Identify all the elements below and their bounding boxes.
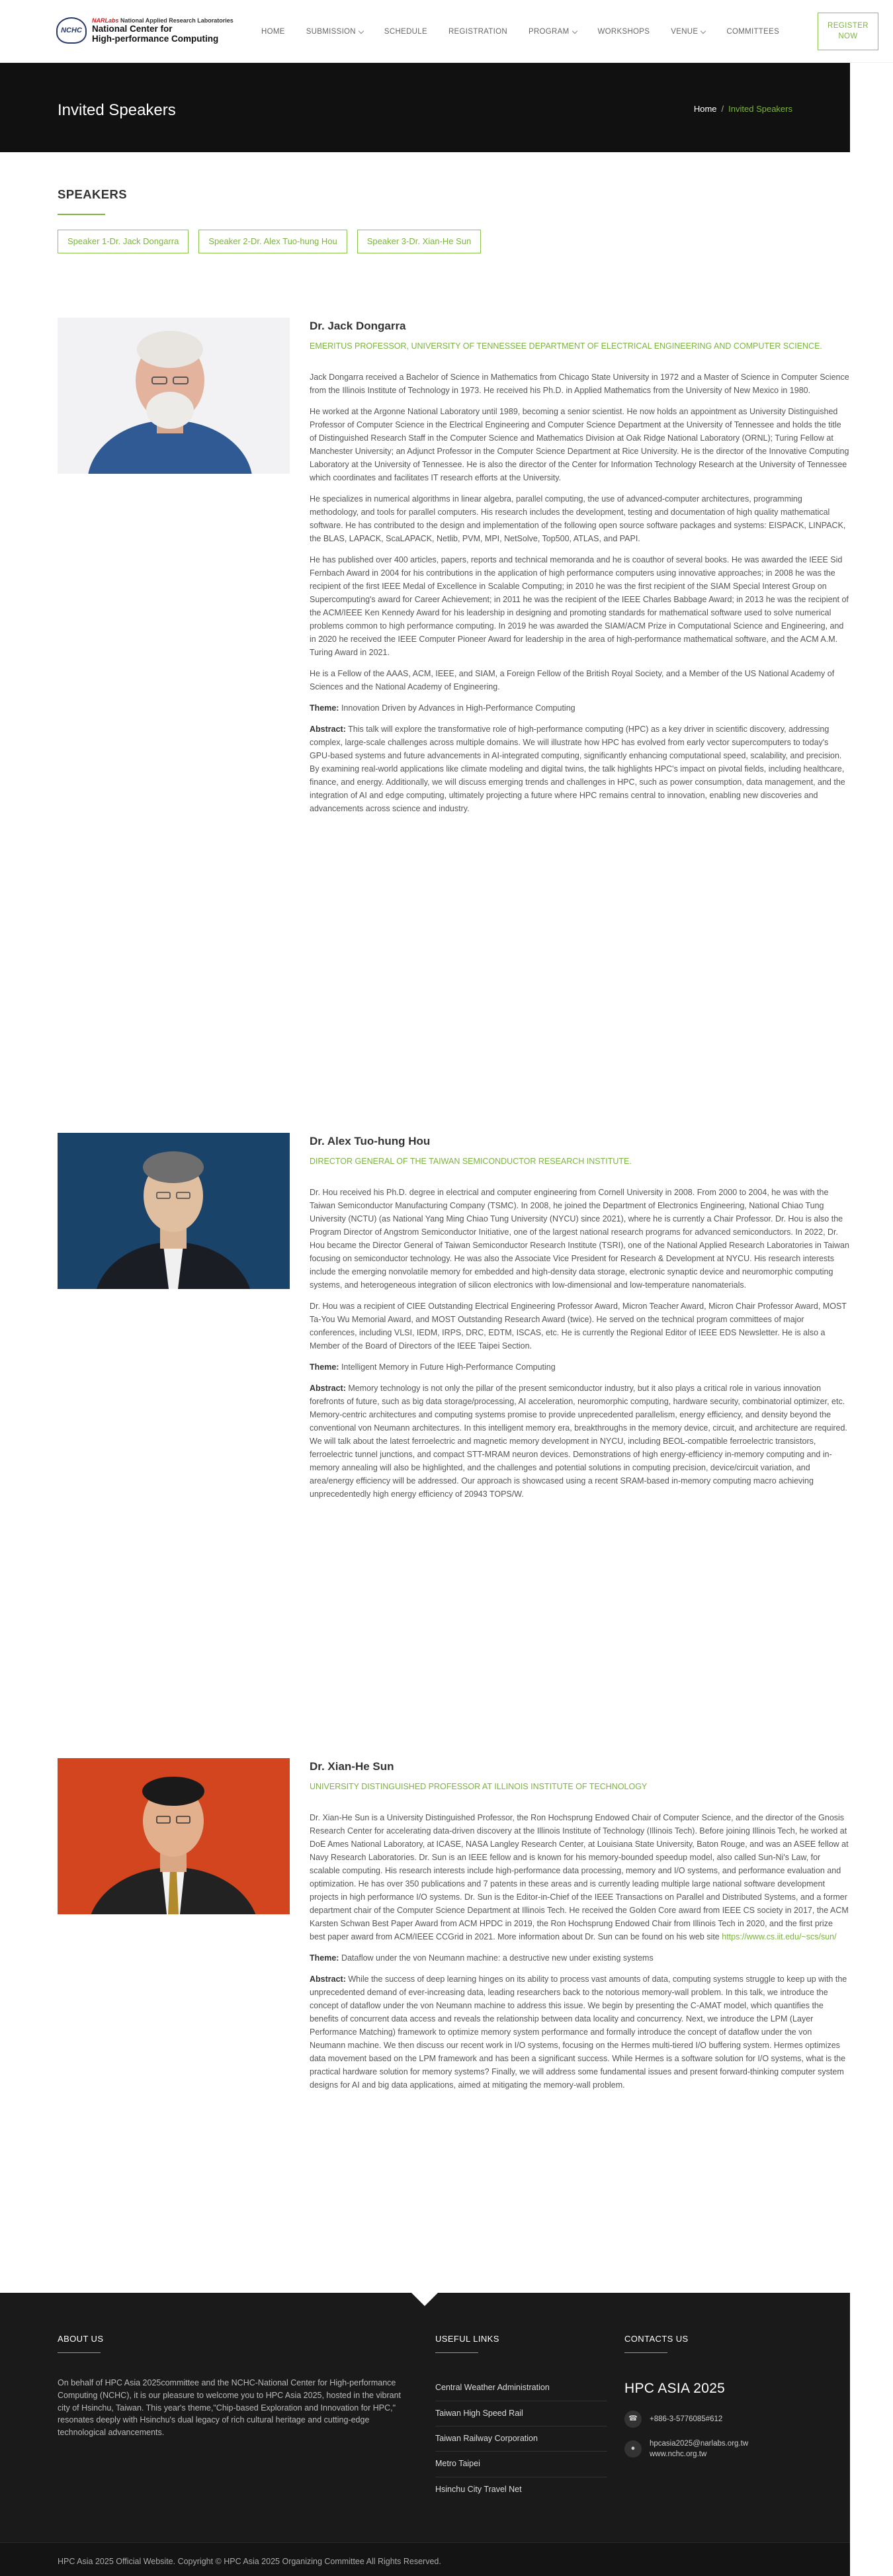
nav-schedule[interactable]: SCHEDULE [384,28,427,36]
speaker-content [310,1133,849,1501]
speaker-theme: Theme: Intelligent Memory in Future High-Performance Computing [310,1362,556,1372]
page-title: Invited Speakers [58,101,176,119]
speaker-content [310,318,849,815]
speaker-name: Dr. Xian-He Sun [310,1760,394,1773]
speaker-theme: Theme: Innovation Driven by Advances in High-Performance Computing [310,703,575,713]
logo-line-2: High-performance Computing [92,34,219,44]
footer-website[interactable]: www.nchc.org.tw [650,2450,707,2458]
main-nav [261,26,779,38]
site-footer [0,2293,850,2576]
page-banner [0,63,850,152]
footer-link[interactable]: Taiwan Railway Corporation [435,2426,607,2452]
register-now-button[interactable]: REGISTER NOW [818,13,878,50]
chevron-down-icon [701,28,706,34]
nav-venue[interactable]: VENUE [671,26,705,38]
nchc-logo-mark: NCHC [56,17,87,44]
speaker-bio-paragraph: Dr. Hou was a recipient of CIEE Outstanding Electrical Engineering Professor Award, Micron Teacher Award, Micron Chair Professor Award, MOST Ta-You Wu Memorial Award, and MOST Outstanding Research Award (twice). He served on the technical program committees of major conferences, including VLSI, IEDM, IRPS, DRC, EDTM, ISCAS, etc. He is currently the Regional Editor of IEEE EDS Newsletter. He is also a Member of the Board of Directors of the IEEE Taipei Section. [310,1301,847,1351]
speaker-website-link[interactable]: https://www.cs.iit.edu/~scs/sun/ [722,1932,837,1941]
footer-about-title: ABOUT US [58,2334,104,2344]
section-title: SPEAKERS [58,187,127,201]
speaker-tabs [58,230,835,253]
speaker-content [310,1758,849,2092]
title-underline [58,214,105,215]
speaker-position: UNIVERSITY DISTINGUISHED PROFESSOR AT ILLINOIS INSTITUTE OF TECHNOLOGY [310,1782,648,1792]
copyright-text: HPC Asia 2025 Official Website. Copyright © HPC Asia 2025 Organizing Committee All Rights Reserved. [58,2557,441,2566]
speaker-theme: Theme: Dataflow under the von Neumann machine: a destructive new under existing systems [310,1953,654,1963]
speaker-bio-paragraph: He worked at the Argonne National Laboratory until 1989, becoming a senior scientist. He now holds an appointment as University Distinguished Professor of Computer Science in the Electrical Engineering and Computer Science Department at the University of Tennessee and holds the title of Distinguished Research Staff in the Computer Science and Mathematics Division at Oak Ridge National Laboratory (ORNL); Turing Fellow at Manchester University; an Adjunct Professor in the Computer Science Department at Rice University. He is the director of the Innovative Computing Laboratory at the University of Tennessee. He is also the director of the Center for Information Technology Research at the University of Tennessee which coordinates and facilitates IT research efforts at the University. [310,406,849,482]
footer-link[interactable]: Taiwan High Speed Rail [435,2401,607,2426]
speaker-portrait-image [58,1758,290,1914]
speakers-section [0,185,893,253]
breadcrumb-current: Invited Speakers [728,104,792,114]
speaker-tab-2[interactable]: Speaker 2-Dr. Alex Tuo-hung Hou [198,230,347,253]
footer-about [58,2332,402,2439]
speaker-position: DIRECTOR GENERAL OF THE TAIWAN SEMICONDUCTOR RESEARCH INSTITUTE. [310,1157,632,1167]
speaker-abstract: Abstract: This talk will explore the transformative role of high-performance computing (HPC) as a key driver in scientific discovery, addressing complex, large-scale challenges across multiple domains. We will illustrate how HPC has evolved from early vector supercomputers to today's GPU-based systems and future advancements in AI-integrated computing, significantly enhancing computational speed, scalability, and precision. By examining real-world applications like climate modeling and digital twins, the talk highlights HPC's impact on pivotal fields, including healthcare, finance, and energy. Additionally, we will discuss emerging trends and challenges in HPC, such as power consumption, data management, and the integration of AI and edge computing, ultimately projecting a future where HPC remains central to innovation, enabling new discoveries and advancements across science and industry. [310,724,845,813]
footer-contact [624,2332,748,2460]
logo-line-1: National Center for [92,24,173,34]
footer-email[interactable]: hpcasia2025@narlabs.org.tw [650,2439,749,2448]
globe-icon: ● [624,2440,642,2458]
footer-links [435,2332,607,2502]
nav-home[interactable]: HOME [261,28,285,36]
site-logo[interactable] [56,17,234,44]
narlabs-logo-text: NARLabs [92,17,119,24]
footer-link[interactable]: Central Weather Administration [435,2376,607,2401]
speaker-abstract: Abstract: While the success of deep learning hinges on its ability to process vast amounts of data, computing systems struggle to keep up with the unprecedented demand of ever-increasing data, leading researchers back to the notorious memory-wall problem. In this talk, we introduce the concept of dataflow under the von Neumann machine to address this issue. We begin by presenting the C-AMAT model, which quantifies the benefits of concurrent data access and reveals the relationship between data locality and concurrency. Next, we introduce the LPM (Layer Performance Matching) framework to optimize memory system performance and formally introduce the concept of dataflow under the von Neumann machine. We then discuss our recent work in I/O systems, focusing on the Hermes multi-tiered I/O buffering system. Hermes optimizes data movement based on the LPM framework and has been a significant success. While Hermes is a software solution for I/O systems, what is the practical hardware solution for memory systems? Finally, we will address some fundamental issues and present forward-thinking computer system designs for AI and big data applications, aimed at mitigating the memory-wall problem. [310,1974,847,2090]
breadcrumb-separator: / [721,104,724,114]
narl-full-name: National Applied Research Laboratories [120,17,234,24]
phone-icon: ☎ [624,2411,642,2428]
site-header [0,0,893,63]
speaker-bio-paragraph: Dr. Xian-He Sun is a University Distinguished Professor, the Ron Hochsprung Endowed Chair of Computer Science, and the director of the Gnosis Research Center for accelerating data-driven discovery at the Illinois Institute of Technology (Illinois Tech). Before joining Illinois Tech, he worked at DoE Ames National Laboratory, at ICASE, NASA Langley Research Center, at Louisiana State University, Baton Rouge, and was an ASEE fellow at Navy Research Laboratories. Dr. Sun is an IEEE fellow and is known for his memory-bounded speedup model, also called Sun-Ni's Law, for scalable computing. His research interests include high-performance data processing, memory and I/O systems, and performance evaluation and optimization. He has over 350 publications and 7 patents in these areas and is currently leading multiple large national software development projects in high performance I/O systems. Dr. Sun is the Editor-in-Chief of the IEEE Transactions on Parallel and Distributed Systems, and a former department chair of the Computer Science Department at Illinois Tech. He received the Golden Core award from IEEE CS society in 2017, the ACM Karsten Schwan Best Paper Award from ACM HPDC in 2019, the Ron Hochsprung Endowed Chair from Illinois Tech in 2020, and the first prize best paper award from ACM/IEEE CCGrid in 2021. More information about Dr. Sun can be found on his web site https://www.cs.iit.edu/~scs/sun/ [310,1812,849,1941]
speaker-name: Dr. Alex Tuo-hung Hou [310,1135,431,1147]
footer-contact-title: CONTACTS US [624,2334,689,2344]
breadcrumb-home[interactable]: Home [693,104,717,114]
speaker-bio-paragraph: He has published over 400 articles, papers, reports and technical memoranda and he is coauthor of several books. He was awarded the IEEE Sid Fernbach Award in 2004 for his contributions in the application of high performance computers using innovative approaches; in 2008 he was the recipient of the first IEEE Medal of Excellence in Scalable Computing; in 2010 he was the first recipient of the SIAM Special Interest Group on Supercomputing's award for Career Achievement; in 2011 he was the recipient of the IEEE Charles Babbage Award; in 2013 he was the recipient of the ACM/IEEE Ken Kennedy Award for his leadership in designing and promoting standards for mathematical software used to solve numerical problems common to high performance computing. In 2019 he was awarded the SIAM/ACM Prize in Computational Science and Engineering, and in 2020 he received the IEEE Computer Pioneer Award for leadership in the area of high-performance mathematical software, and the ACM A.M. Turing Award in 2021. [310,555,849,657]
chevron-down-icon [359,28,364,34]
breadcrumb [694,103,792,116]
speaker-position: EMERITUS PROFESSOR, UNIVERSITY OF TENNESSEE DEPARTMENT OF ELECTRICAL ENGINEERING AND COMPUTER SCIENCE. [310,341,822,351]
speaker-photo [58,318,290,474]
footer-brand: HPC ASIA 2025 [624,2381,726,2397]
speaker-portrait-image [58,1133,290,1289]
nav-registration[interactable]: REGISTRATION [448,28,507,36]
speaker-bio-paragraph: He specializes in numerical algorithms in linear algebra, parallel computing, the use of advanced-computer architectures, programming methodology, and tools for parallel computers. His research includes the development, testing and documentation of high quality mathematical software. He has contributed to the design and implementation of the following open source software packages and systems: EISPACK, LINPACK, the BLAS, LAPACK, ScaLAPACK, Netlib, PVM, MPI, NetSolve, Top500, ATLAS, and PAPI. [310,494,846,543]
speaker-photo [58,1758,290,1914]
speaker-name: Dr. Jack Dongarra [310,320,406,332]
footer-about-text: On behalf of HPC Asia 2025committee and the NCHC-National Center for High-performance Computing (NCHC), it is our pleasure to welcome you to HPC Asia 2025, hosted in the vibrant city of Hsinchu, Taiwan. This year's theme,"Chip-based Exploration and Innovation for HPC," resonates deeply with Hsinchu's dual legacy of rich cultural heritage and cutting-edge technological advancements. [58,2378,401,2438]
footer-link[interactable]: Metro Taipei [435,2452,607,2477]
speaker-photo [58,1133,290,1289]
nav-program[interactable]: PROGRAM [529,26,577,38]
footer-links-title: USEFUL LINKS [435,2334,499,2344]
footer-notch [411,2293,438,2306]
speaker-tab-1[interactable]: Speaker 1-Dr. Jack Dongarra [58,230,189,253]
footer-phone[interactable]: +886-3-5776085#612 [650,2415,723,2423]
chevron-down-icon [572,28,577,34]
speaker-tab-3[interactable]: Speaker 3-Dr. Xian-He Sun [357,230,482,253]
speaker-portrait-image [58,318,290,474]
nav-submission[interactable]: SUBMISSION [306,26,363,38]
speaker-bio-paragraph: He is a Fellow of the AAAS, ACM, IEEE, and SIAM, a Foreign Fellow of the British Royal Society, and a Member of the US National Academy of Sciences and the National Academy of Engineering. [310,668,835,691]
speaker-abstract: Abstract: Memory technology is not only the pillar of the present semiconductor industry, but it also plays a critical role in various innovation forefronts of future, such as big data storage/processing, AI acceleration, neuromorphic computing, hardware security, combinatorial optimizer, etc. Memory-centric architectures and computing systems promise to provide unprecedented parallelism, energy efficiency, and density beyond the conventional von Neumann architectures. In this intelligent memory era, breakthroughs in the memory device, circuit, and architecture are required. We will talk about the latest ferroelectric and magnetic memory development in NYCU, including BEOL-compatible ferroelectric transistors, ferroelectric tunnel junctions, and compact STT-MRAM neuron devices. Demonstrations of high energy-efficiency in-memory computing and in-memory annealing will also be highlighted, and the challenges and potential solutions in computing precision, device/circuit variation, and area/energy efficiency will be addressed. Our approach is showcased using a recent SRAM-based in-memory computing macro achieving unprecedentedly high energy efficiency of 20943 TOPS/W. [310,1383,847,1499]
footer-link[interactable]: Hsinchu City Travel Net [435,2484,522,2494]
speaker-bio-paragraph: Jack Dongarra received a Bachelor of Science in Mathematics from Chicago State University in 1972 and a Master of Science in Computer Science from the Illinois Institute of Technology in 1973. He received his Ph.D. in Applied Mathematics from the University of New Mexico in 1980. [310,372,849,395]
nav-workshops[interactable]: WORKSHOPS [597,28,650,36]
nav-committees[interactable]: COMMITTEES [726,28,780,36]
speaker-bio-paragraph: Dr. Hou received his Ph.D. degree in electrical and computer engineering from Cornell University in 2008. From 2000 to 2004, he was with the Taiwan Semiconductor Manufacturing Company (TSMC). In 2008, he joined the Department of Electronics Engineering, National Chiao Tung University (NCTU) (as National Yang Ming Chiao Tung University (NYCU) since 2021), where he is currently a Chair Professor. Dr. Hou is also the Program Director of Angstrom Semiconductor Initiative, one of the largest national research programs for advanced semiconductors. In 2022, Dr. Hou became the Director General of Taiwan Semiconductor Research Institute (TSRI), one of the National Applied Research Laboratories in Taiwan focusing on semiconductor technology. He was also the Associate Vice President for Research & Development at NYCU. His research interests include the emerging nonvolatile memory for embedded and high-density data storage, electronic synaptic device and neuromorphic computing systems, and heterogeneous integration of silicon electronics with low-dimensional and low-temperature nanomaterials. [310,1187,849,1290]
